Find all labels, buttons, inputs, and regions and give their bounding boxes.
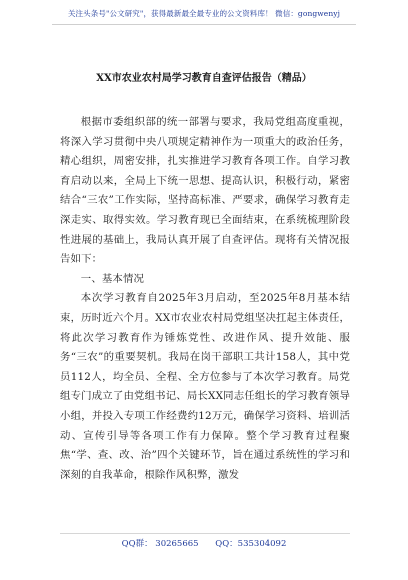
section-paragraph: 本次学习教育自2025年3月启动，至2025年8月基本结束，历时近六个月。XX市农业农村局党组坚决扛起主体责任，将此次学习教育作为锤炼党性、改进作风、提升效能、服务“三农”的重要契机。我局在岗干部职工共计158人，其中党员112人，均全员、全程、全方位参与了本次学习教育。局党组专门成立了由党组书记、局长XX同志任组长的学习教育领导小组，并投入专项工作经费约12万元，确保学习资料、培训活动、宣传引导等各项工作有力保障。整个学习教育过程聚焦“学、查、改、治”四个关键环节，旨在通过系统性的学习和深刻的自我革命，根除作风积弊，激发	[60, 292, 350, 481]
section-heading-basic-info: 一、基本情况	[80, 272, 145, 285]
footer-qq-group: QQ群： 30265665	[121, 539, 199, 549]
header-promo-note: 关注头条号"公文研究"，获得最新最全最专业的公文资料库！ 微信：gongwenyj	[67, 9, 341, 18]
footer-qq: QQ：535304092	[215, 539, 287, 549]
document-body	[60, 113, 350, 485]
footer-divider	[60, 533, 350, 534]
footer-contact	[0, 537, 408, 549]
header-divider	[52, 24, 356, 25]
document-title: XX市农业农村局学习教育自查评估报告（精品）	[96, 73, 312, 84]
intro-paragraph: 根据市委组织部的统一部署与要求，我局党组高度重视，将深入学习贯彻中央八项规定精神作为一项重大的政治任务，精心组织，周密安排，扎实推进学习教育各项工作。自学习教育启动以来，全局上下统一思想、提高认识，积极行动，紧密结合“三农”工作实际，坚持高标准、严要求，确保学习教育走深走实、取得实效。学习教育现已全面结束，在系统梳理阶段性进展的基础上，我局认真开展了自查评估。现将有关情况报告如下：	[60, 116, 350, 266]
